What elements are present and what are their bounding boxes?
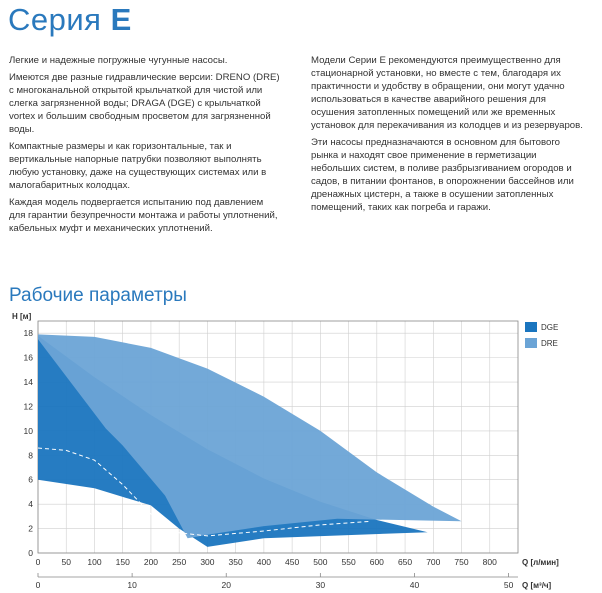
legend-label-dge: DGE bbox=[541, 323, 559, 332]
x-tick-label: 400 bbox=[256, 557, 271, 567]
left-paragraph-2: Имеются две разные гидравлические версии: DRENO (DRE) с многоканальной открытой крыльчаткой для чистой или слегка загрязненной воды; DRAGA (DGE) с крыльчаткой vortex и большим свободным просветом для загрязненной воды. bbox=[9, 72, 280, 135]
y-tick-label: 2 bbox=[28, 523, 33, 534]
x-tick-label: 600 bbox=[369, 557, 384, 567]
left-paragraph-3: Компактные размеры и как горизонтальные, так и вертикальные напорные патрубки позволяют выполнять любую установку, даже на существующих системах или в малогабаритных колодцах. bbox=[9, 141, 267, 191]
x-tick-label: 150 bbox=[115, 557, 130, 567]
y-tick-label: 6 bbox=[28, 474, 33, 485]
section-title: Рабочие параметры bbox=[9, 285, 187, 306]
y-tick-label: 8 bbox=[28, 450, 33, 461]
x-tick-label: 0 bbox=[35, 557, 41, 567]
page-title: Серия E bbox=[8, 2, 132, 37]
x-tick-label: 700 bbox=[426, 557, 441, 567]
y-tick-label: 18 bbox=[23, 328, 33, 339]
y-axis-label: H [м] bbox=[12, 312, 32, 321]
y-tick-label: 14 bbox=[23, 377, 33, 388]
x2-tick-label: 0 bbox=[35, 580, 41, 590]
y-tick-label: 4 bbox=[28, 499, 33, 510]
x-tick-label: 500 bbox=[313, 557, 328, 567]
x2-tick-label: 50 bbox=[503, 580, 514, 590]
y-tick-label: 10 bbox=[23, 425, 33, 436]
x-tick-label: 750 bbox=[454, 557, 469, 567]
legend-swatch-dge bbox=[525, 322, 537, 332]
right-paragraph-1: Модели Серии E рекомендуются преимущественно для стационарной установки, но вместе с тем, благодаря их практичности и удобству в обращении, они могут удачно использоваться в качестве аварийного решения для осушения затопленных помещений или же временных установок для перекачивания из колодцев и из резервуаров. bbox=[311, 55, 583, 131]
x2-tick-label: 40 bbox=[409, 580, 420, 590]
x2-tick-label: 20 bbox=[221, 580, 231, 590]
legend-swatch-dre bbox=[525, 338, 537, 348]
right-paragraph-2: Эти насосы предназначаются в основном для бытового рынка и находят свое применение в герметизации небольших систем, в поливе разбрызгиванием огородов и садов, в питании фонтанов, в опорожнении бассейнов или дренажных цистерн, а также в осушении затопленных помещений, таких как погреба и гаражи. bbox=[311, 137, 574, 213]
left-paragraph-1: Легкие и надежные погружные чугунные насосы. bbox=[9, 55, 228, 66]
x-tick-label: 100 bbox=[87, 557, 102, 567]
x2-tick-label: 30 bbox=[315, 580, 326, 590]
x-tick-label: 200 bbox=[143, 557, 159, 567]
x-tick-label: 800 bbox=[482, 557, 497, 567]
x-tick-label: 350 bbox=[228, 557, 243, 567]
y-tick-label: 12 bbox=[23, 401, 33, 412]
x-tick-label: 650 bbox=[397, 557, 413, 567]
x-tick-label: 300 bbox=[200, 557, 215, 567]
x2-axis-label: Q [м³/ч] bbox=[522, 581, 552, 590]
x-tick-label: 550 bbox=[341, 557, 356, 567]
x-axis-label: Q [л/мин] bbox=[522, 558, 559, 567]
left-paragraph-4: Каждая модель подвергается испытанию под давлением для гарантии безупречности монтажа и работы уплотнений, кабельных муфт и механических уплотнений. bbox=[9, 197, 278, 234]
y-tick-label: 16 bbox=[23, 352, 33, 363]
x-tick-label: 50 bbox=[61, 557, 71, 567]
x2-tick-label: 10 bbox=[127, 580, 137, 590]
legend-label-dre: DRE bbox=[541, 339, 558, 348]
x-tick-label: 250 bbox=[172, 557, 187, 567]
y-tick-label: 0 bbox=[28, 548, 33, 558]
x-tick-label: 450 bbox=[285, 557, 300, 567]
